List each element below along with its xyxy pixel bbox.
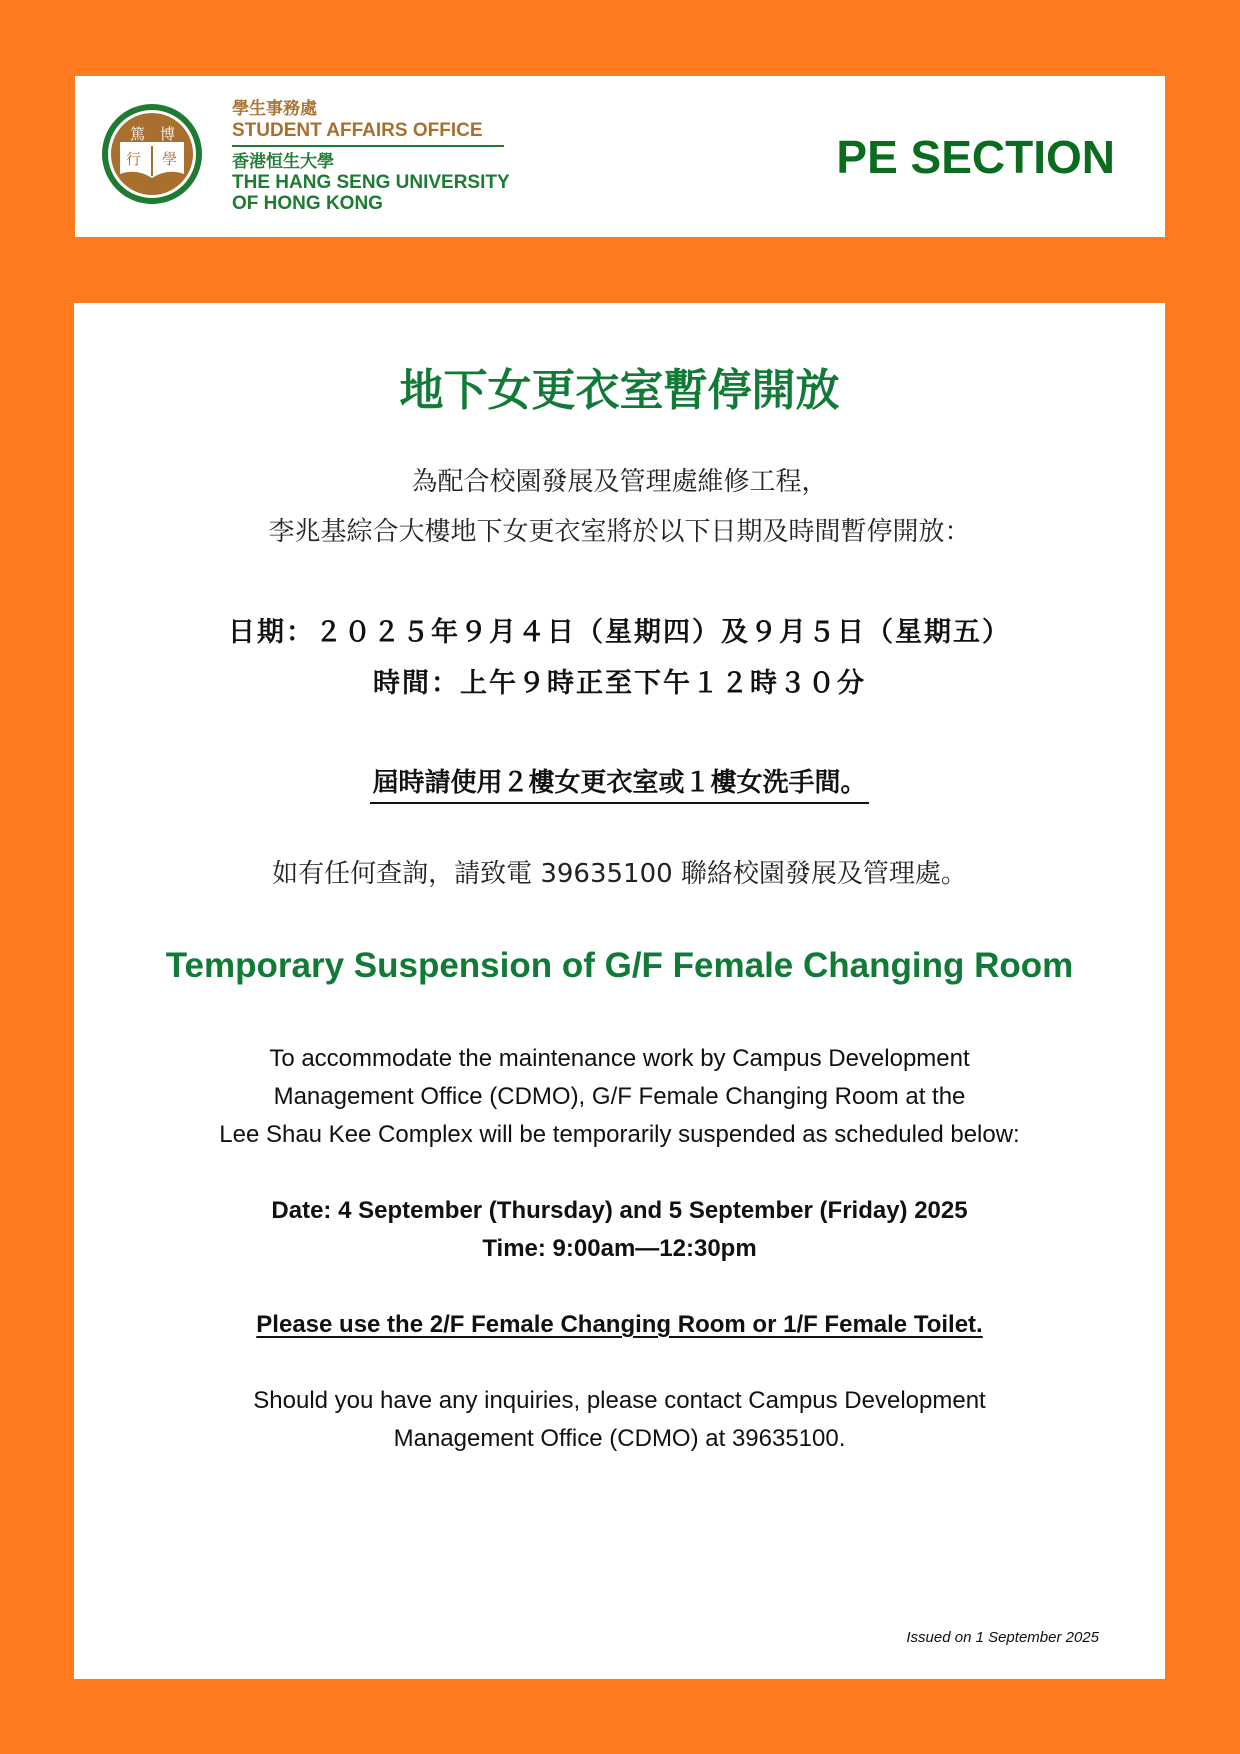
notice-intro-zh [74,457,1165,557]
section-title: PE SECTION [836,131,1115,183]
intro-zh-line: 李兆基綜合大樓地下女更衣室將於以下日期及時間暫停開放： [268,517,971,547]
time-en: Time: 9:00am—12:30pm [482,1235,757,1262]
university-name-en-1: THE HANG SENG UNIVERSITY [232,172,510,193]
org-divider [232,145,504,147]
contact-en [74,1382,1165,1458]
schedule-zh [74,607,1165,709]
seal-char-tr: 博 [160,125,176,143]
contact-en-line: Should you have any inquiries, please contact Campus Development [253,1387,986,1414]
organization-name [232,98,510,214]
seal-char-br: 學 [162,150,178,168]
notice-panel [74,303,1165,1679]
alternative-en-text: Please use the 2/F Female Changing Room or 1/F Female Toilet. [256,1311,983,1338]
contact-en-line: Management Office (CDMO) at 39635100. [393,1425,846,1452]
issued-date: Issued on 1 September 2025 [906,1629,1099,1646]
date-en: Date: 4 September (Thursday) and 5 September (Friday) 2025 [271,1197,968,1224]
date-zh: 日期：２０２５年９月４日（星期四）及９月５日（星期五） [228,617,1011,648]
alternative-zh-text: 屆時請使用２樓女更衣室或１樓女洗手間。 [370,768,868,804]
office-name-zh: 學生事務處 [232,99,317,118]
office-name-en: STUDENT AFFAIRS OFFICE [232,120,483,141]
header-banner [75,76,1165,237]
seal-char-bl: 行 [126,150,142,168]
intro-en-line: To accommodate the maintenance work by Campus Development [269,1045,970,1072]
intro-zh-line: 為配合校園發展及管理處維修工程， [411,467,828,497]
time-zh: 時間：上午９時正至下午１２時３０分 [373,668,866,699]
university-seal-logo [100,102,204,206]
seal-char-tl: 篤 [130,125,146,143]
alternative-en [74,1306,1165,1344]
university-name-en-2: OF HONG KONG [232,193,383,214]
intro-en-line: Lee Shau Kee Complex will be temporarily suspended as scheduled below: [219,1121,1020,1148]
notice-title-en: Temporary Suspension of G/F Female Changing Room [165,946,1074,985]
schedule-en [74,1192,1165,1268]
university-name-zh: 香港恒生大學 [232,152,334,171]
alternative-zh [74,758,1165,808]
notice-intro-en [74,1040,1165,1154]
notice-title-zh: 地下女更衣室暫停開放 [399,365,840,416]
intro-en-line: Management Office (CDMO), G/F Female Changing Room at the [273,1083,966,1110]
contact-zh: 如有任何查詢，請致電 39635100 聯絡校園發展及管理處。 [272,859,967,889]
